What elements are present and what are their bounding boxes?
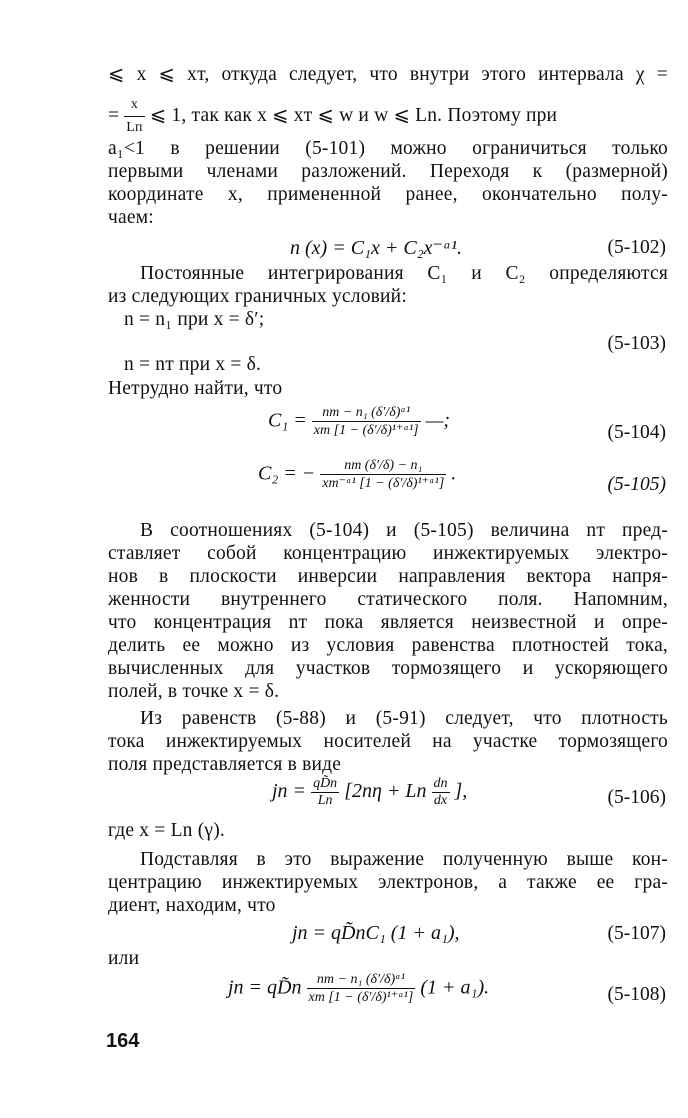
para3-line-2: центрацию инжектируемых электронов, а также ее гра-: [108, 872, 668, 893]
c2-numerator: nт (δ′/δ) − n₁: [320, 458, 446, 475]
j108-numerator: nт − n₁ (δ′/δ)ᵃ¹: [307, 972, 416, 989]
c2-tail: .: [451, 462, 457, 485]
text-line-5: координате x, примененной ранее, окончательно полу-: [108, 184, 668, 205]
c2-denominator: xт⁻ᵃ¹ [1 − (δ′/δ)¹⁺ᵃ¹]: [322, 476, 445, 491]
text-line-8: из следующих граничных условий:: [108, 286, 407, 307]
equation-number-5-107: (5-107): [607, 923, 666, 944]
equation-5-107: jn = qD̃nC₁ (1 + a₁),: [292, 922, 460, 944]
j108-fraction: [307, 972, 416, 1006]
j106-fraction: [311, 776, 339, 809]
boundary-condition-2: n = nт при x = δ.: [124, 354, 262, 375]
equation-number-5-104: (5-104): [607, 422, 666, 443]
c1-denominator: xт [1 − (δ′/δ)¹⁺ᵃ¹]: [313, 423, 419, 438]
equation-number-5-105: (5-105): [607, 474, 666, 495]
j106-bracket: [2nη + Ln: [344, 780, 427, 803]
para1-line-5: что концентрация nт пока является неизвестной и опре-: [108, 612, 668, 633]
text-line-2: [108, 94, 668, 139]
j106-numerator: qD̃n: [313, 776, 338, 791]
para1-line-2: ставляет собой концентрацию инжектируемых электро-: [108, 543, 668, 564]
equation-5-108: [228, 972, 489, 1006]
boundary-condition-1: n = n₁ при x = δ′;: [124, 309, 265, 330]
para2-line-2: тока инжектируемых носителей на участке тормозящего: [108, 731, 668, 752]
text-line-6: чаем:: [108, 207, 154, 228]
c2-fraction: [320, 458, 446, 492]
c2-lhs: C₂ = −: [258, 462, 316, 485]
para1-line-8: полей, в точке x = δ.: [108, 681, 280, 702]
c1-tail: —;: [425, 409, 451, 432]
para1-line-3: нов в плоскости инверсии направления вектора напря-: [108, 566, 668, 587]
para1-line-6: делить ее можно из условия равенства плотностей тока,: [108, 635, 668, 656]
frac-numerator: x: [124, 94, 144, 117]
para3-line-1: Подставляя в это выражение полученную выше кон-: [140, 849, 668, 870]
frac-denominator: Lп: [126, 120, 143, 135]
text-line-1: ⩽ x ⩽ xт, откуда следует, что внутри этого интервала χ =: [108, 64, 668, 85]
equation-5-104: [268, 405, 450, 439]
text-line-3: a₁<1 в решении (5-101) можно ограничиться только: [108, 138, 668, 159]
para2-line-1: Из равенств (5-88) и (5-91) следует, что плотность: [140, 708, 668, 729]
equation-number-5-102: (5-102): [607, 237, 666, 258]
para1-line-7: вычисленных для участков тормозящего и ускоряющего: [108, 658, 668, 679]
equation-number-5-103: (5-103): [607, 333, 666, 354]
j108-tail: (1 + a₁).: [420, 976, 490, 999]
text-line-4: первыми членами разложений. Переходя к (размерной): [108, 161, 668, 182]
para1-line-4: женности внутреннего статического поля. Напомним,: [108, 589, 668, 610]
j106-denominator: Ln: [317, 793, 333, 808]
equation-number-5-108: (5-108): [607, 984, 666, 1005]
text-line-7: Постоянные интегрирования C₁ и C₂ определяются: [140, 263, 668, 284]
c1-lhs: C₁ =: [268, 409, 307, 432]
c1-numerator: nт − n₁ (δ′/δ)ᵃ¹: [312, 405, 421, 422]
equation-number-5-106: (5-106): [607, 787, 666, 808]
text-line-9: Нетрудно найти, что: [108, 378, 283, 399]
c1-fraction: [312, 405, 421, 439]
derivative-numerator: dn: [433, 776, 448, 791]
j106-tail: ],: [454, 780, 468, 803]
equation-5-105: [258, 458, 456, 492]
fraction-x-over-L: [124, 94, 144, 139]
j108-lhs: jn = qD̃n: [228, 976, 302, 999]
j106-lhs: jn =: [272, 780, 307, 803]
equation-5-102: n (x) = C₁x + C₂x⁻ᵃ¹.: [290, 237, 463, 259]
para3-line-3: диент, находим, что: [108, 895, 276, 916]
derivative-denominator: dx: [433, 793, 448, 808]
para2-line-3: поля представляется в виде: [108, 754, 342, 775]
j106-derivative: [432, 776, 450, 809]
line-2-rest: ⩽ 1, так как x ⩽ xт ⩽ w и w ⩽ Ln. Поэтому при: [149, 104, 558, 126]
or-word: или: [108, 948, 140, 969]
equation-5-106: [272, 776, 467, 809]
equals-sign: =: [108, 104, 120, 126]
page-number: 164: [106, 1030, 140, 1052]
where-line: где x = Ln (γ).: [108, 820, 225, 841]
j108-denominator: xт [1 − (δ′/δ)¹⁺ᵃ¹]: [308, 990, 414, 1005]
para1-line-1: В соотношениях (5-104) и (5-105) величина nт пред-: [140, 520, 668, 541]
